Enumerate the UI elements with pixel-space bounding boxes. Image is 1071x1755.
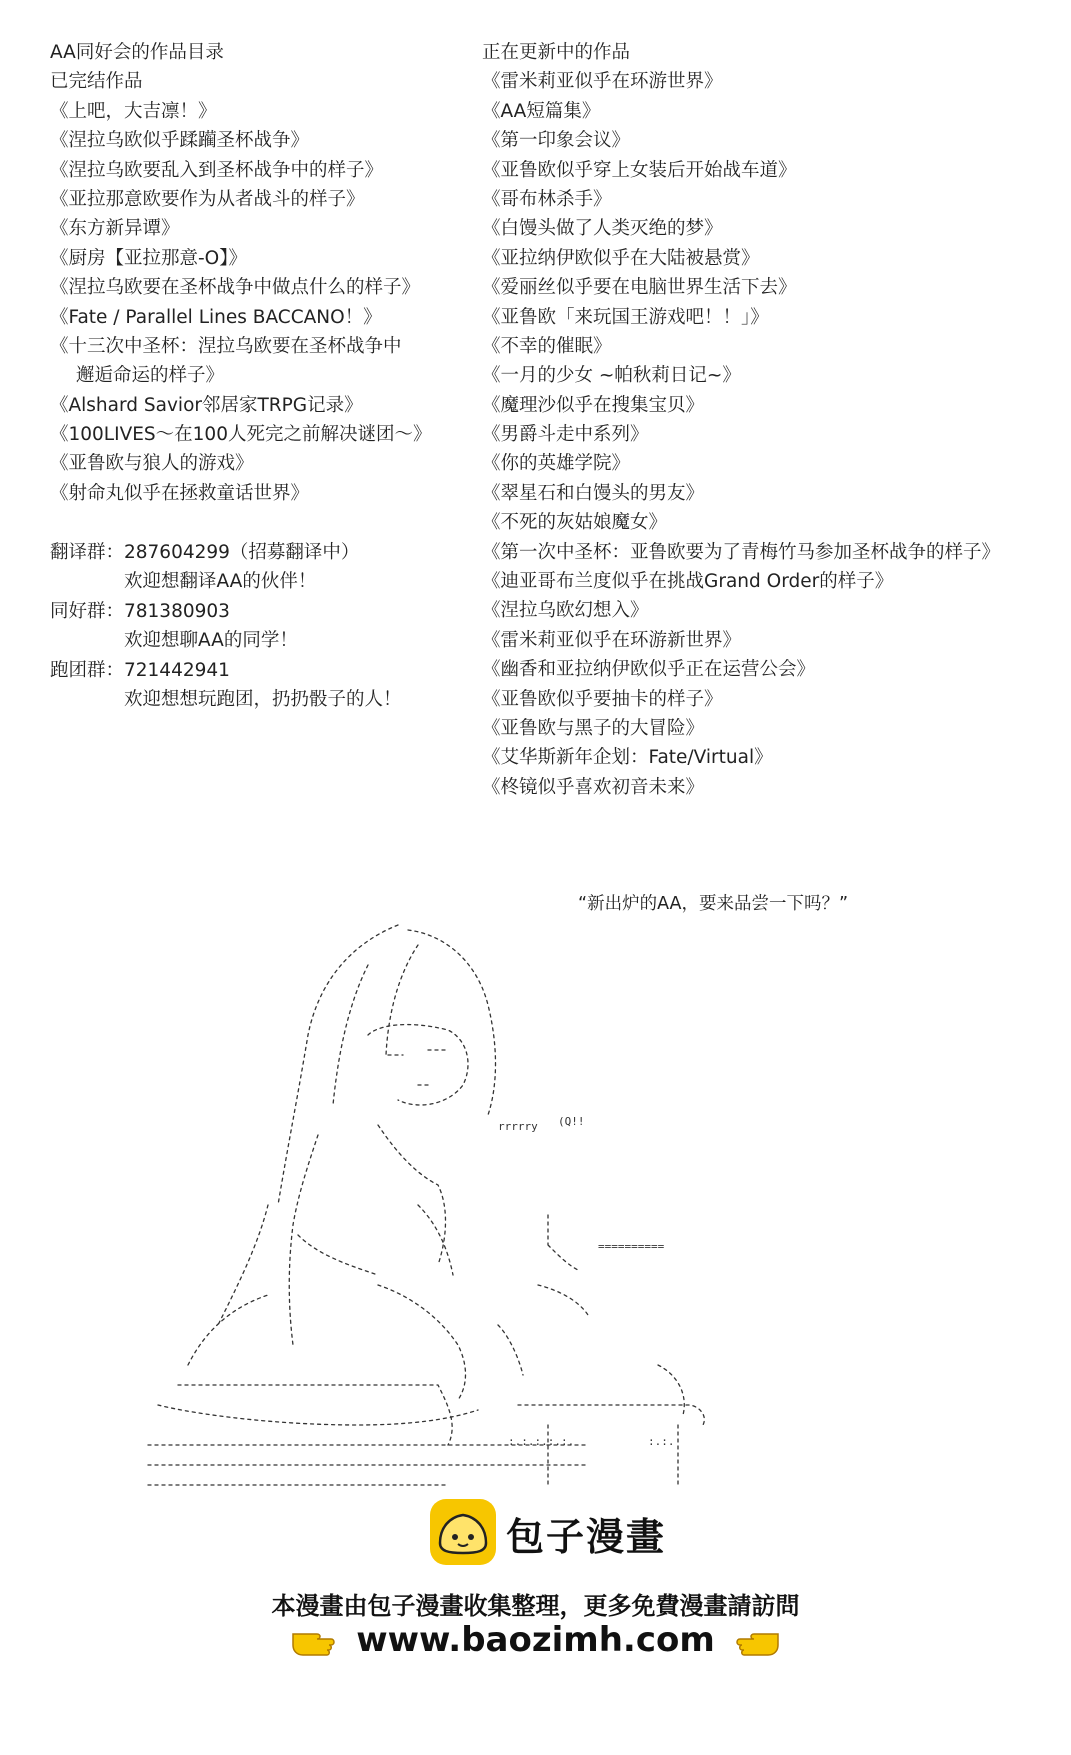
pointing-left-hand-icon (732, 1622, 782, 1658)
ongoing-works-column (482, 38, 1062, 802)
list-item: 《男爵斗走中系列》 (482, 424, 649, 446)
list-item: 《100LIVES～在100人死完之前解决谜团～》 (50, 424, 432, 446)
pointing-right-hand-icon (289, 1622, 339, 1658)
list-item: 《你的英雄学院》 (482, 453, 631, 475)
list-item: 《AA短篇集》 (482, 100, 601, 122)
list-item: 《涅拉乌欧要在圣杯战争中做点什么的样子》 (50, 277, 421, 299)
list-item: 《柊镜似乎喜欢初音未来》 (482, 776, 705, 798)
list-item: 《涅拉乌欧似乎蹂躏圣杯战争》 (50, 130, 310, 152)
group-number: 781380903 (124, 600, 230, 622)
footer-url-row (0, 1620, 1071, 1660)
list-item: 《雷米莉亚似乎在环游新世界》 (482, 629, 742, 651)
site-url-link[interactable]: www.baozimh.com (356, 1620, 715, 1660)
list-item: 《Fate / Parallel Lines BACCANO！》 (50, 306, 382, 328)
list-item: 《艾华斯新年企划：Fate/Virtual》 (482, 747, 773, 769)
list-item: 《不死的灰姑娘魔女》 (482, 512, 668, 534)
group-row-translation (50, 538, 470, 567)
list-item: 《涅拉乌欧要乱入到圣杯战争中的样子》 (50, 159, 384, 181)
list-item: 《亚鲁欧与狼人的游戏》 (50, 453, 254, 475)
group-number: 721442941 (124, 659, 230, 681)
list-item: 《亚拉纳伊欧似乎在大陆被悬赏》 (482, 247, 760, 269)
list-item: 《亚鲁欧「来玩国王游戏吧！！」》 (482, 306, 769, 328)
right-header: 正在更新中的作品 (482, 42, 631, 63)
list-item: 《射命丸似乎在拯救童话世界》 (50, 482, 310, 504)
svg-text::.:.: :.:. (648, 1435, 675, 1448)
list-item: 《亚鲁欧似乎穿上女装后开始战车道》 (482, 159, 797, 181)
list-item: 《幽香和亚拉纳伊欧似乎正在运营公会》 (482, 659, 816, 681)
group-note: 欢迎想聊AA的同学！ (124, 630, 298, 652)
list-item: 《第一次中圣杯：亚鲁欧要为了青梅竹马参加圣杯战争的样子》 (482, 541, 1001, 563)
svg-text:rrrrry: rrrrry (498, 1120, 538, 1133)
group-row-trpg (50, 656, 470, 685)
group-label: 跑团群： (50, 659, 125, 681)
list-item: 《迪亚哥布兰度似乎在挑战Grand Order的样子》 (482, 571, 894, 593)
list-item: 《雷米莉亚似乎在环游世界》 (482, 71, 723, 93)
footer-note: 本漫畫由包子漫畫收集整理，更多免費漫畫請訪問 (271, 1592, 800, 1620)
list-item: 《不幸的催眠》 (482, 335, 612, 357)
finished-works-column (50, 38, 480, 508)
svg-text::.:.:.:.:.: :.:.:.:.:. (508, 1435, 575, 1448)
svg-text:(Q!!: (Q!! (558, 1115, 585, 1128)
list-item: 《东方新异谭》 (50, 218, 180, 240)
list-item: 《亚拉那意欧要作为从者战斗的样子》 (50, 188, 365, 210)
group-info (50, 538, 470, 714)
list-item: 《第一印象会议》 (482, 130, 631, 152)
left-header: AA同好会的作品目录 (50, 42, 224, 63)
list-item: 《一月的少女 ~帕秋莉日记~》 (482, 365, 741, 387)
list-item: 《十三次中圣杯：涅拉乌欧要在圣杯战争中 (50, 335, 402, 357)
list-item: 《哥布林杀手》 (482, 188, 612, 210)
svg-text:==========: ========== (598, 1240, 665, 1253)
group-note: 欢迎想翻译AA的伙伴！ (124, 571, 317, 593)
list-item: 《涅拉乌欧幻想入》 (482, 600, 649, 622)
group-label: 翻译群： (50, 542, 125, 563)
baozi-logo-icon (428, 1497, 498, 1567)
group-number: 287604299（招募翻译中） (124, 542, 360, 563)
finished-works-title: 已完结作品 (50, 71, 143, 93)
list-item: 《亚鲁欧与黑子的大冒险》 (482, 717, 705, 739)
group-note: 欢迎想想玩跑团，扔扔骰子的人！ (124, 688, 402, 710)
list-item: 《翠星石和白馒头的男友》 (482, 482, 705, 504)
speech-caption: “新出炉的AA，要来品尝一下吗？” (578, 894, 849, 914)
list-item: 《Alshard Savior邻居家TRPG记录》 (50, 394, 363, 416)
list-item: 《厨房【亚拉那意-O】》 (50, 247, 247, 269)
list-item: 《上吧，大吉凛！》 (50, 100, 217, 122)
list-item-continuation: 邂逅命运的样子》 (76, 365, 225, 387)
group-row-fans (50, 597, 470, 626)
group-label: 同好群： (50, 600, 125, 622)
list-item: 《白馒头做了人类灭绝的梦》 (482, 218, 723, 240)
list-item: 《魔理沙似乎在搜集宝贝》 (482, 394, 705, 416)
brand-name: 包子漫畫 (506, 1515, 667, 1559)
list-item: 《亚鲁欧似乎要抽卡的样子》 (482, 688, 723, 710)
list-item: 《爱丽丝似乎要在电脑世界生活下去》 (482, 277, 797, 299)
